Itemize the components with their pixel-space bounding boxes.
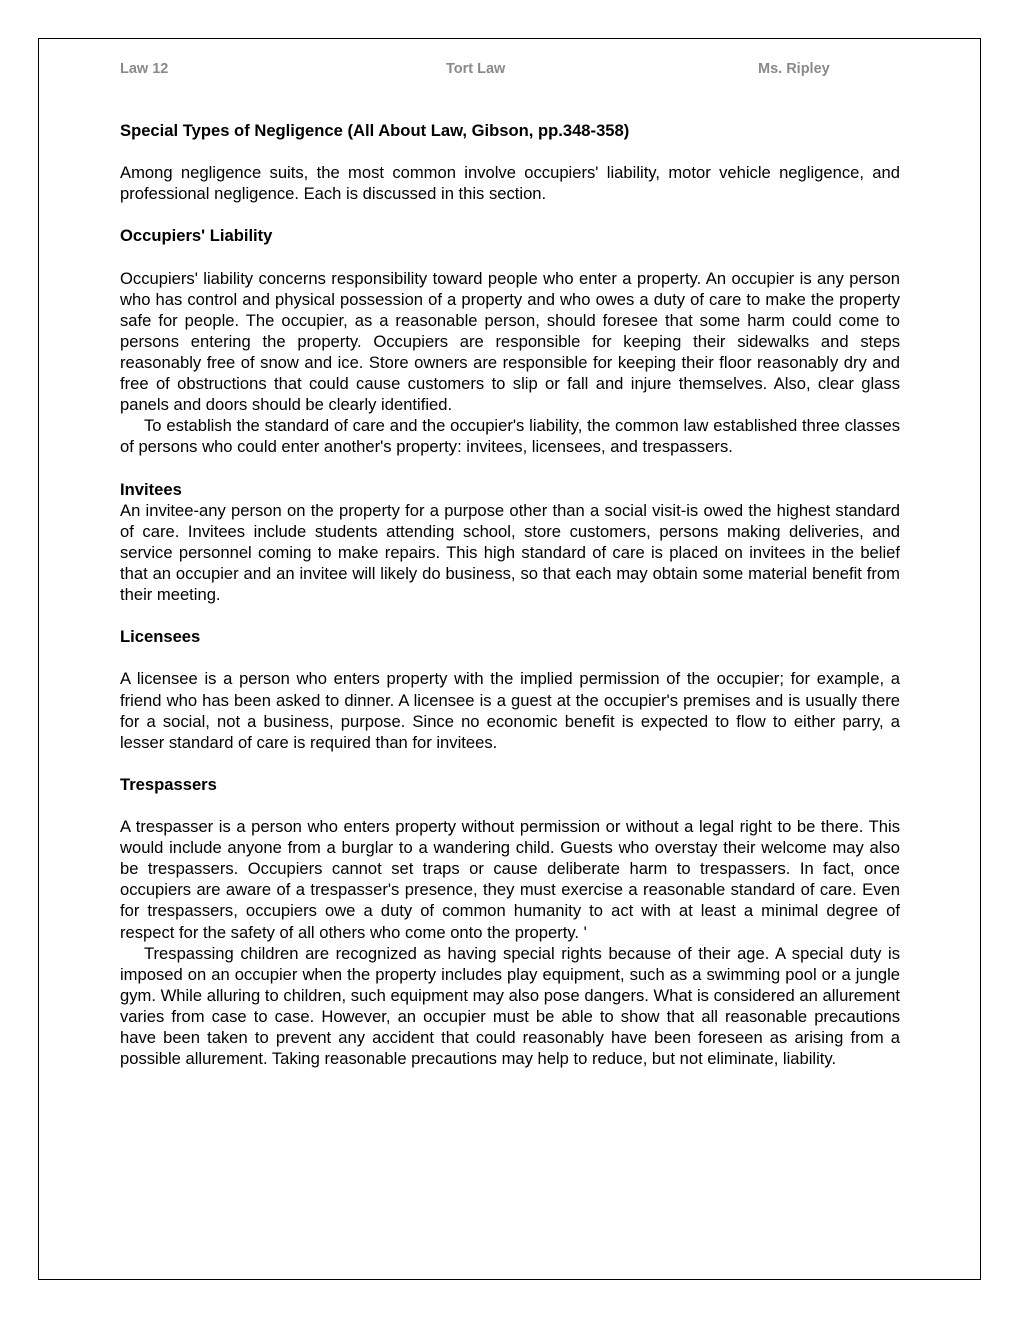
occupiers-heading: Occupiers' Liability [120,226,273,246]
intro-paragraph: Among negligence suits, the most common involve occupiers' liability, motor vehicle negligence, and professional negligence. Each is discussed in this section. [120,163,900,204]
header-topic: Tort Law [446,61,506,77]
page-header [120,61,900,81]
occupiers-paragraph-2: To establish the standard of care and the occupier's liability, the common law established three classes of persons who could enter another's property: invitees, licensees, and trespassers. [120,416,900,457]
document-body [120,120,900,1069]
trespassers-paragraph-2: Trespassing children are recognized as having special rights because of their age. A special duty is imposed on an occupier when the property includes play equipment, such as a swimming pool or a jungle gym. While alluring to children, such equipment may also pose dangers. What is considered an allurement varies from case to case. However, an occupier must be able to show that all reasonable precautions have been taken to prevent any accident that could reasonably have been foreseen as arising from a possible allurement. Taking reasonable precautions may help to reduce, but not eliminate, liability. [120,943,900,1069]
invitees-heading: Invitees [120,479,182,499]
invitees-paragraph: An invitee-any person on the property for a purpose other than a social visit-is owed the highest standard of care. Invitees include students attending school, store customers, persons making deliveries, and service personnel coming to make repairs. This high standard of care is placed on invitees in the belief that an occupier and an invitee will likely do business, so that each may obtain some material benefit from their meeting. [120,500,900,605]
occupiers-paragraph-1: Occupiers' liability concerns responsibility toward people who enter a property. An occupier is any person who has control and physical possession of a property and who owes a duty of care to make the property safe for people. The occupier, as a reasonable person, should foresee that some harm could come to persons entering the property. Occupiers are responsible for keeping their sidewalks and steps reasonably free of snow and ice. Store owners are responsible for keeping their floor reasonably dry and free of obstructions that could cause customers to slip or fall and injure themselves. Also, clear glass panels and doors should be clearly identified. [120,268,900,415]
licensees-heading: Licensees [120,627,201,647]
trespassers-paragraph-1: A trespasser is a person who enters property without permission or without a legal right to be there. This would include anyone from a burglar to a wandering child. Guests who overstay their welcome may also be trespassers. Occupiers cannot set traps or cause deliberate harm to trespassers. In fact, once occupiers are aware of a trespasser's presence, they must exercise a reasonable standard of care. Even for trespassers, occupiers owe a duty of common humanity to act with at least a minimal degree of respect for the safety of all others who come onto the property. ' [120,817,900,942]
licensees-paragraph: A licensee is a person who enters property with the implied permission of the occupier; for example, a friend who has been asked to dinner. A licensee is a guest at the occupier's premises and is usually there for a social, not a business, purpose. Since no economic benefit is expected to flow to either parry, a lesser standard of care is required than for invitees. [120,669,900,752]
document-title: Special Types of Negligence (All About Law, Gibson, pp.348-358) [120,121,630,140]
header-course: Law 12 [120,61,169,77]
header-teacher: Ms. Ripley [758,61,830,77]
trespassers-heading: Trespassers [120,774,217,794]
